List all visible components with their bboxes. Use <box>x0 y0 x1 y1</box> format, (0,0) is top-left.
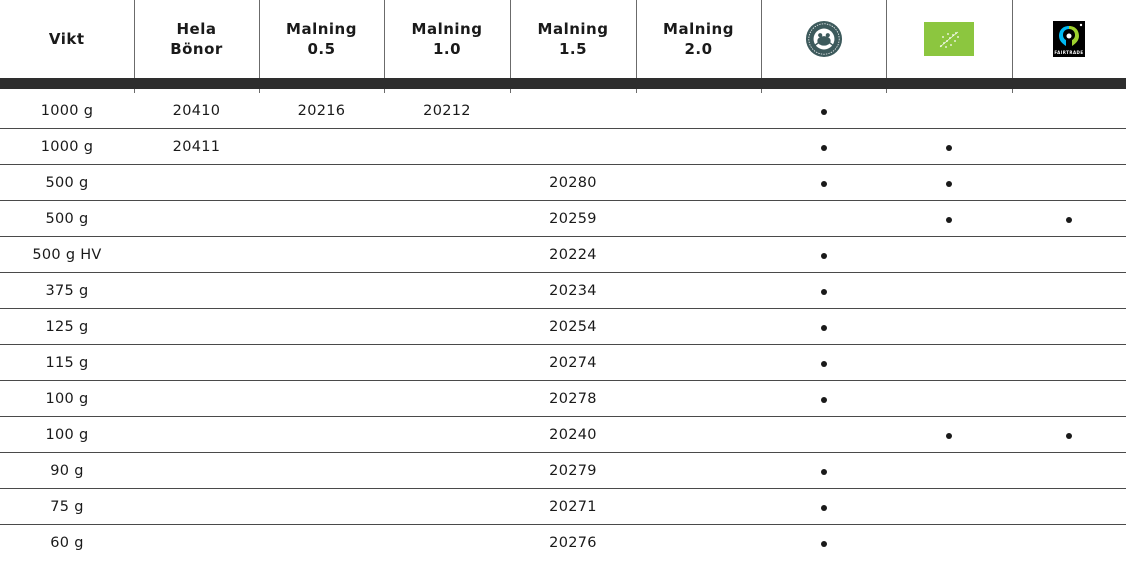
cell-eu <box>886 525 1012 561</box>
header-vikt <box>0 0 134 78</box>
cell-m10 <box>384 201 510 237</box>
table-row <box>0 453 1126 489</box>
table-body <box>0 93 1126 560</box>
cell-m05 <box>259 417 384 453</box>
cell-m20 <box>636 309 761 345</box>
cell-m15: 20280 <box>510 165 636 201</box>
cell-ra <box>761 165 886 201</box>
certification-dot <box>821 469 827 475</box>
cell-m15: 20274 <box>510 345 636 381</box>
cell-vikt: 100 g <box>0 417 134 453</box>
cell-hela <box>134 417 259 453</box>
cell-ft <box>1012 93 1126 129</box>
cell-ft <box>1012 237 1126 273</box>
cell-hela <box>134 345 259 381</box>
header-eu-organic <box>886 0 1012 78</box>
table-row <box>0 345 1126 381</box>
cell-m15: 20271 <box>510 489 636 525</box>
certification-dot <box>821 109 827 115</box>
cell-eu <box>886 237 1012 273</box>
certification-dot <box>821 397 827 403</box>
cell-hela <box>134 525 259 561</box>
cell-vikt: 1000 g <box>0 93 134 129</box>
table-row <box>0 309 1126 345</box>
cell-hela <box>134 237 259 273</box>
cell-m05 <box>259 165 384 201</box>
header-m20-line1: Malning <box>663 20 734 38</box>
cell-eu <box>886 417 1012 453</box>
cell-m20 <box>636 237 761 273</box>
certification-dot <box>821 145 827 151</box>
table-row <box>0 93 1126 129</box>
cell-m15 <box>510 129 636 165</box>
cell-m20 <box>636 489 761 525</box>
certification-dot <box>1066 433 1072 439</box>
header-fairtrade <box>1012 0 1126 78</box>
cell-m10 <box>384 129 510 165</box>
cell-vikt: 125 g <box>0 309 134 345</box>
cell-eu <box>886 381 1012 417</box>
cell-hela: 20410 <box>134 93 259 129</box>
header-hela-bonor <box>134 0 259 78</box>
cell-eu <box>886 93 1012 129</box>
eu-organic-leaf-icon <box>924 22 974 56</box>
cell-m10: 20212 <box>384 93 510 129</box>
fairtrade-label: FAIRTRADE <box>1054 50 1084 55</box>
cell-m15: 20254 <box>510 309 636 345</box>
cell-m10 <box>384 273 510 309</box>
cell-vikt: 500 g <box>0 201 134 237</box>
cell-m10 <box>384 381 510 417</box>
cell-m20 <box>636 201 761 237</box>
cell-vikt: 75 g <box>0 489 134 525</box>
certification-dot <box>821 505 827 511</box>
table-row <box>0 525 1126 561</box>
header-m10-line1: Malning <box>411 20 483 38</box>
cell-ft <box>1012 525 1126 561</box>
rainforest-alliance-icon <box>805 20 843 58</box>
fairtrade-icon <box>1052 20 1086 58</box>
cell-vikt: 375 g <box>0 273 134 309</box>
cell-m05 <box>259 381 384 417</box>
cell-ra <box>761 417 886 453</box>
cell-m20 <box>636 129 761 165</box>
table-row <box>0 273 1126 309</box>
cell-vikt: 500 g <box>0 165 134 201</box>
cell-vikt: 115 g <box>0 345 134 381</box>
cell-ft <box>1012 381 1126 417</box>
cell-eu <box>886 165 1012 201</box>
cell-eu <box>886 345 1012 381</box>
cell-m05 <box>259 453 384 489</box>
table-row <box>0 417 1126 453</box>
cell-hela <box>134 453 259 489</box>
certification-dot <box>821 253 827 259</box>
cell-vikt: 1000 g <box>0 129 134 165</box>
cell-hela <box>134 489 259 525</box>
certification-dot <box>946 145 952 151</box>
header-vikt-label: Vikt <box>48 30 85 48</box>
header-hela-line2: Bönor <box>170 40 223 58</box>
certification-dot <box>946 217 952 223</box>
cell-hela <box>134 381 259 417</box>
cell-ra <box>761 525 886 561</box>
cell-m05 <box>259 489 384 525</box>
cell-eu <box>886 489 1012 525</box>
certification-dot <box>1066 217 1072 223</box>
cell-eu <box>886 273 1012 309</box>
table-row <box>0 489 1126 525</box>
cell-m10 <box>384 165 510 201</box>
cell-m15: 20276 <box>549 534 597 551</box>
cell-hela <box>134 309 259 345</box>
certification-dot <box>946 181 952 187</box>
cell-m20 <box>636 525 761 561</box>
cell-m05 <box>259 129 384 165</box>
cell-ra <box>761 309 886 345</box>
cell-m15: 20240 <box>510 417 636 453</box>
cell-hela <box>134 201 259 237</box>
table-row <box>0 129 1126 165</box>
cell-ft <box>1012 309 1126 345</box>
cell-m05 <box>259 237 384 273</box>
cell-ft <box>1012 453 1126 489</box>
cell-m05 <box>259 345 384 381</box>
cell-m05 <box>259 273 384 309</box>
table-header <box>0 0 1126 78</box>
header-m15-line1: Malning <box>537 20 609 38</box>
cell-ra <box>761 453 886 489</box>
table-row <box>0 381 1126 417</box>
header-malning-10 <box>384 0 510 78</box>
cell-ra <box>761 381 886 417</box>
cell-m20 <box>636 381 761 417</box>
cell-hela <box>134 165 259 201</box>
cell-ft <box>1012 201 1126 237</box>
cell-ft <box>1012 417 1126 453</box>
cell-ft <box>1012 273 1126 309</box>
header-malning-20 <box>636 0 761 78</box>
cell-m10 <box>384 417 510 453</box>
cell-m05: 20216 <box>259 93 384 129</box>
table-row <box>0 165 1126 201</box>
header-malning-05 <box>259 0 384 78</box>
header-rainforest-alliance <box>761 0 886 78</box>
cell-m15: 20234 <box>510 273 636 309</box>
cell-ft <box>1012 489 1126 525</box>
cell-m10 <box>384 453 510 489</box>
cell-ra <box>761 129 886 165</box>
header-m10-line2: 1.0 <box>432 40 462 58</box>
cell-hela: 20411 <box>134 129 259 165</box>
cell-vikt: 500 g HV <box>0 237 134 273</box>
table-row <box>0 201 1126 237</box>
cell-ra <box>761 489 886 525</box>
certification-dot <box>821 361 827 367</box>
cell-m05 <box>259 309 384 345</box>
cell-m15: 20279 <box>510 453 636 489</box>
cell-m10 <box>384 345 510 381</box>
cell-m20 <box>636 93 761 129</box>
cell-eu <box>886 201 1012 237</box>
cell-ft <box>1012 165 1126 201</box>
cell-ra <box>761 273 886 309</box>
certification-dot <box>946 433 952 439</box>
header-malning-15 <box>510 0 636 78</box>
cell-ra <box>761 201 886 237</box>
header-hela-line1: Hela <box>176 20 217 38</box>
cell-m15: 20278 <box>510 381 636 417</box>
cell-m05 <box>259 201 384 237</box>
cell-vikt: 90 g <box>0 453 134 489</box>
cell-m20 <box>636 417 761 453</box>
cell-eu <box>886 453 1012 489</box>
cell-m15: 20224 <box>510 237 636 273</box>
cell-hela <box>134 273 259 309</box>
header-m20-line2: 2.0 <box>684 40 713 58</box>
cell-ft <box>1012 129 1126 165</box>
cell-ft <box>1012 345 1126 381</box>
cell-vikt: 100 g <box>0 381 134 417</box>
cell-vikt: 60 g <box>50 534 84 551</box>
cell-m10 <box>384 309 510 345</box>
header-m05-line2: 0.5 <box>307 40 336 58</box>
cell-m10 <box>384 525 510 561</box>
certification-dot <box>821 325 827 331</box>
cell-ra <box>761 345 886 381</box>
header-m05-line1: Malning <box>286 20 357 38</box>
cell-m10 <box>384 237 510 273</box>
cell-eu <box>886 309 1012 345</box>
cell-m20 <box>636 165 761 201</box>
cell-eu <box>886 129 1012 165</box>
cell-m10 <box>384 489 510 525</box>
cell-m15: 20259 <box>510 201 636 237</box>
header-m15-line2: 1.5 <box>558 40 588 58</box>
certification-dot <box>821 541 827 547</box>
cell-m20 <box>636 273 761 309</box>
header-separator <box>0 78 1126 93</box>
certification-dot <box>821 289 827 295</box>
cell-m05 <box>259 525 384 561</box>
cell-m20 <box>636 453 761 489</box>
cell-m20 <box>636 345 761 381</box>
cell-ra <box>761 237 886 273</box>
certification-dot <box>821 181 827 187</box>
cell-ra <box>761 93 886 129</box>
cell-m15 <box>510 93 636 129</box>
table-row <box>0 237 1126 273</box>
